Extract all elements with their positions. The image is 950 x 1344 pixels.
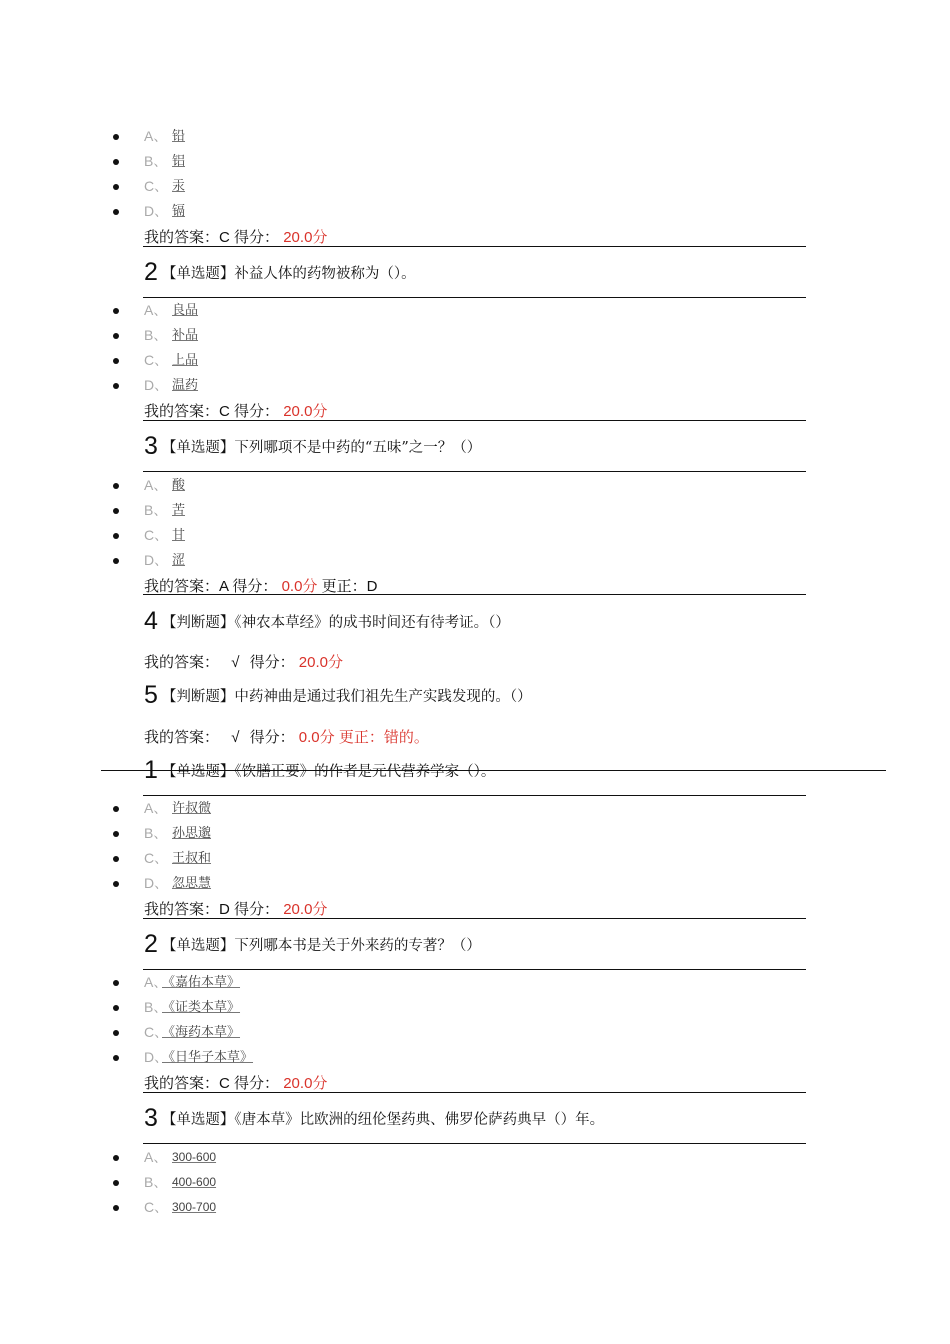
option-item[interactable] [110, 548, 810, 573]
option-letter: B、 [144, 502, 168, 518]
option-letter: D、 [144, 875, 169, 891]
s1-q3-answer [144, 575, 377, 596]
option-text[interactable]: 苦 [172, 503, 186, 518]
s1-q3-options [110, 473, 810, 573]
option-item[interactable] [110, 473, 810, 498]
option-text[interactable]: 300-700 [172, 1200, 217, 1214]
option-item[interactable] [110, 1020, 810, 1045]
bullet-icon [113, 333, 119, 339]
bullet-icon [113, 358, 119, 364]
my-answer-label: 我的答案： [144, 228, 220, 246]
option-text[interactable]: 王叔和 [172, 851, 212, 866]
option-text[interactable]: 许叔微 [172, 801, 212, 816]
bullet-icon [113, 806, 119, 812]
option-text[interactable]: 《嘉佑本草》 [162, 975, 241, 990]
option-text[interactable]: 《证类本草》 [162, 1000, 241, 1015]
option-item[interactable] [110, 846, 810, 871]
bullet-icon [113, 558, 119, 564]
divider [143, 594, 806, 595]
score-label: 得分： [249, 653, 295, 671]
option-letter: C、 [144, 1024, 169, 1040]
question-text: 【单选题】《唐本草》比欧洲的纽伦堡药典、佛罗伦萨药典早（）年。 [161, 1112, 605, 1128]
option-item[interactable] [110, 498, 810, 523]
question-number: 3 [144, 1104, 158, 1132]
option-letter: C、 [144, 527, 169, 543]
question-number: 2 [144, 258, 158, 286]
question-text: 【判断题】中药神曲是通过我们祖先生产实践发现的。（） [161, 689, 532, 705]
option-text[interactable]: 上品 [172, 353, 199, 368]
bullet-icon [113, 856, 119, 862]
question-number: 4 [144, 607, 158, 635]
bullet-icon [113, 159, 119, 165]
bullet-icon [113, 383, 119, 389]
score-value: 20.0 [283, 1075, 313, 1092]
option-letter: A、 [144, 1149, 168, 1165]
my-answer-label: 我的答案： [144, 577, 220, 595]
option-text[interactable]: 汞 [172, 179, 186, 194]
option-letter: C、 [144, 178, 169, 194]
bullet-icon [113, 1180, 119, 1186]
option-item[interactable] [110, 871, 810, 896]
answer-value: √ [231, 654, 240, 671]
bullet-icon [113, 184, 119, 190]
option-item[interactable] [110, 523, 810, 548]
option-letter: B、 [144, 1174, 168, 1190]
answer-value: C [219, 1075, 230, 1092]
bullet-icon [113, 1030, 119, 1036]
divider [143, 420, 806, 421]
option-letter: A、 [144, 974, 168, 990]
correction-label: 更正： [321, 577, 367, 595]
question-text: 【单选题】下列哪项不是中药的“五味”之一？（） [161, 440, 482, 456]
points-suffix: 分 [302, 577, 318, 595]
divider [143, 1143, 806, 1144]
points-suffix: 分 [312, 228, 328, 246]
option-letter: C、 [144, 1199, 169, 1215]
bullet-icon [113, 308, 119, 314]
score-value: 0.0 [281, 578, 303, 595]
divider [143, 246, 806, 247]
s2-q1-title [144, 756, 495, 785]
option-text[interactable]: 铅 [172, 129, 186, 144]
question-text: 【单选题】《饮膳正要》的作者是元代营养学家（）。 [161, 764, 496, 780]
points-suffix: 分 [312, 1074, 328, 1092]
option-item[interactable] [110, 174, 810, 199]
option-item[interactable] [110, 348, 810, 373]
question-text: 【单选题】补益人体的药物被称为（）。 [161, 266, 416, 282]
option-item[interactable] [110, 373, 810, 398]
bullet-icon [113, 533, 119, 539]
points-suffix: 分 [312, 402, 328, 420]
s1-q2-answer [144, 400, 327, 421]
option-item[interactable] [110, 796, 810, 821]
s1-q1-options [110, 124, 810, 224]
bullet-icon [113, 1005, 119, 1011]
option-text[interactable]: 忽思慧 [172, 876, 212, 891]
points-suffix: 分 [312, 900, 328, 918]
option-text[interactable]: 镉 [172, 204, 186, 219]
score-value: 0.0 [298, 729, 320, 746]
bullet-icon [113, 1155, 119, 1161]
bullet-icon [113, 483, 119, 489]
option-item[interactable] [110, 199, 810, 224]
option-letter: B、 [144, 153, 168, 169]
answer-value: C [219, 403, 230, 420]
option-letter: A、 [144, 128, 168, 144]
question-number: 2 [144, 930, 158, 958]
correction-value: D [366, 578, 378, 595]
s1-q1-answer [144, 226, 327, 247]
option-text[interactable]: 甘 [172, 528, 186, 543]
question-number: 3 [144, 432, 158, 460]
bullet-icon [113, 831, 119, 837]
option-letter: C、 [144, 850, 169, 866]
score-label: 得分： [234, 228, 280, 246]
s2-q2-title [144, 930, 481, 959]
question-number: 1 [144, 756, 158, 784]
option-text[interactable]: 良品 [172, 303, 199, 318]
option-item[interactable] [110, 995, 810, 1020]
option-letter: A、 [144, 477, 168, 493]
option-letter: B、 [144, 327, 168, 343]
s2-q1-options [110, 796, 810, 896]
s2-q1-answer [144, 898, 327, 919]
my-answer-label: 我的答案： [144, 653, 220, 671]
option-item[interactable] [110, 1195, 810, 1220]
option-text[interactable]: 温药 [172, 378, 199, 393]
answer-value: √ [231, 729, 240, 746]
option-item[interactable] [110, 149, 810, 174]
score-label: 得分： [234, 1074, 280, 1092]
my-answer-label: 我的答案： [144, 728, 220, 746]
option-item[interactable] [110, 821, 810, 846]
option-item[interactable] [110, 1145, 810, 1170]
score-value: 20.0 [298, 654, 328, 671]
option-item[interactable] [110, 970, 810, 995]
answer-value: A [219, 578, 229, 595]
s1-q5-answer [144, 726, 429, 747]
s2-q3-options [110, 1145, 810, 1220]
points-suffix: 分 [327, 653, 343, 671]
my-answer-label: 我的答案： [144, 1074, 220, 1092]
score-value: 20.0 [283, 229, 313, 246]
bullet-icon [113, 134, 119, 140]
question-number: 5 [144, 681, 158, 709]
option-item[interactable] [110, 1045, 810, 1070]
option-text[interactable]: 补品 [172, 328, 199, 343]
s2-q2-options [110, 970, 810, 1070]
divider [143, 918, 806, 919]
option-letter: D、 [144, 552, 169, 568]
s2-q2-answer [144, 1072, 327, 1093]
correction-label: 更正： [338, 728, 384, 746]
score-label: 得分： [234, 402, 280, 420]
divider [143, 1092, 806, 1093]
answer-value: C [219, 229, 230, 246]
option-letter: A、 [144, 302, 168, 318]
bullet-icon [113, 508, 119, 514]
option-text[interactable]: 铝 [172, 154, 186, 169]
option-letter: B、 [144, 999, 168, 1015]
option-item[interactable] [110, 298, 810, 323]
s1-q2-options [110, 298, 810, 398]
option-text[interactable]: 孙思邈 [172, 826, 212, 841]
option-item[interactable] [110, 124, 810, 149]
option-text[interactable]: 《日华子本草》 [162, 1050, 254, 1065]
score-label: 得分： [249, 728, 295, 746]
option-item[interactable] [110, 323, 810, 348]
score-label: 得分： [232, 577, 278, 595]
answer-value: D [219, 901, 230, 918]
score-label: 得分： [234, 900, 280, 918]
divider [143, 471, 806, 472]
question-text: 【判断题】《神农本草经》的成书时间还有待考证。（） [161, 615, 510, 631]
option-letter: D、 [144, 203, 169, 219]
option-text[interactable]: 300-600 [172, 1150, 217, 1164]
score-value: 20.0 [283, 901, 313, 918]
score-value: 20.0 [283, 403, 313, 420]
correction-value: 错的。 [383, 728, 429, 746]
option-text[interactable]: 400-600 [172, 1175, 217, 1189]
option-text[interactable]: 酸 [172, 478, 186, 493]
s1-q4-title [144, 607, 510, 636]
bullet-icon [113, 209, 119, 215]
option-letter: A、 [144, 800, 168, 816]
points-suffix: 分 [319, 728, 335, 746]
bullet-icon [113, 1205, 119, 1211]
bullet-icon [113, 881, 119, 887]
option-letter: D、 [144, 377, 169, 393]
option-text[interactable]: 《海药本草》 [162, 1025, 241, 1040]
s1-q5-title [144, 681, 532, 710]
s2-q3-title [144, 1104, 604, 1133]
question-text: 【单选题】下列哪本书是关于外来药的专著？（） [161, 938, 481, 954]
my-answer-label: 我的答案： [144, 402, 220, 420]
s1-q3-title [144, 432, 481, 461]
option-letter: D、 [144, 1049, 169, 1065]
s1-q2-title [144, 258, 416, 287]
option-text[interactable]: 涩 [172, 553, 186, 568]
bullet-icon [113, 980, 119, 986]
option-letter: C、 [144, 352, 169, 368]
option-letter: B、 [144, 825, 168, 841]
bullet-icon [113, 1055, 119, 1061]
option-item[interactable] [110, 1170, 810, 1195]
my-answer-label: 我的答案： [144, 900, 220, 918]
s1-q4-answer [144, 651, 343, 672]
